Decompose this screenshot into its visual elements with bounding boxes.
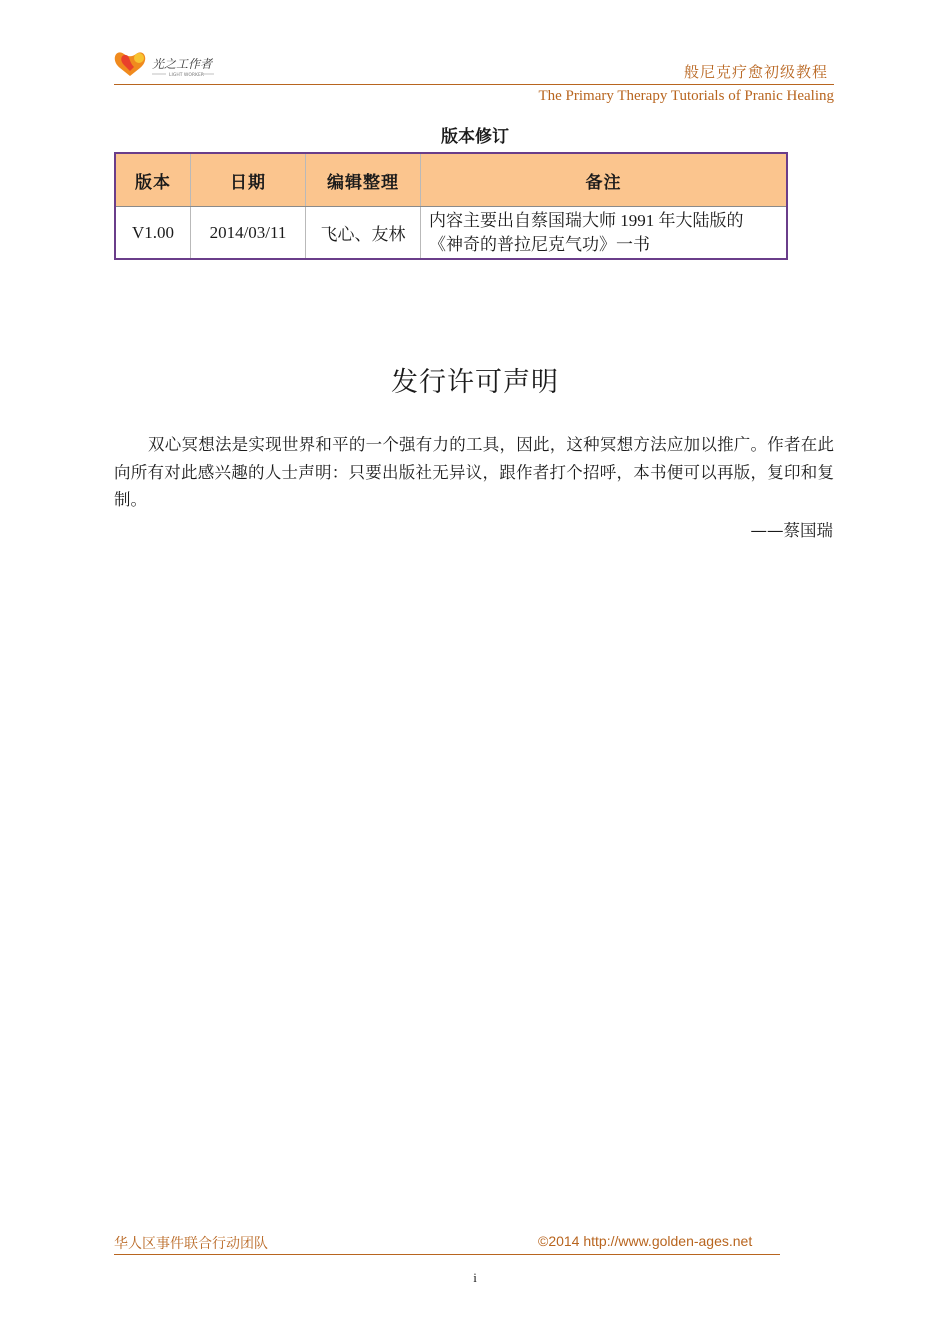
heart-logo-icon	[114, 44, 244, 84]
column-header-version: 版本	[115, 153, 191, 207]
logo-text: 光之工作者	[152, 57, 213, 71]
note-line-2: 《神奇的普拉尼克气功》一书	[429, 234, 650, 254]
logo-subtext: LIGHT WORKER	[169, 73, 204, 78]
license-body: 双心冥想法是实现世界和平的一个强有力的工具，因此，这种冥想方法应加以推广。作者在此向所有对此感兴趣的人士声明：只要出版社无异议，跟作者打个招呼，本书便可以再版，复印和复制。	[114, 435, 834, 509]
column-header-notes: 备注	[421, 153, 788, 207]
note-line-1: 内容主要出自蔡国瑞大师 1991 年大陆版的	[429, 210, 744, 230]
footer-copyright-link[interactable]: ©2014 http://www.golden-ages.net	[538, 1233, 753, 1249]
cell-editors: 飞心、友林	[306, 207, 421, 260]
cell-date: 2014/03/11	[191, 207, 306, 260]
license-signature: ——蔡国瑞	[750, 521, 833, 540]
license-title: 发行许可声明	[391, 367, 559, 398]
header-title-cn: 般尼克疗愈初级教程	[683, 63, 828, 81]
cell-note	[421, 207, 788, 260]
page-number: i	[473, 1270, 477, 1285]
light-worker-logo	[114, 44, 244, 84]
footer-divider	[114, 1254, 780, 1255]
revision-table	[114, 152, 788, 260]
column-header-editors: 编辑整理	[306, 153, 421, 207]
table-header-row	[115, 153, 787, 207]
revision-section-title: 版本修订	[441, 127, 509, 147]
column-header-date: 日期	[191, 153, 306, 207]
cell-version: V1.00	[115, 207, 191, 260]
header-title-en: The Primary Therapy Tutorials of Pranic Healing	[538, 88, 834, 104]
table-row	[115, 207, 787, 260]
footer-team-name: 华人区事件联合行动团队	[114, 1236, 268, 1252]
header-divider	[114, 84, 834, 85]
